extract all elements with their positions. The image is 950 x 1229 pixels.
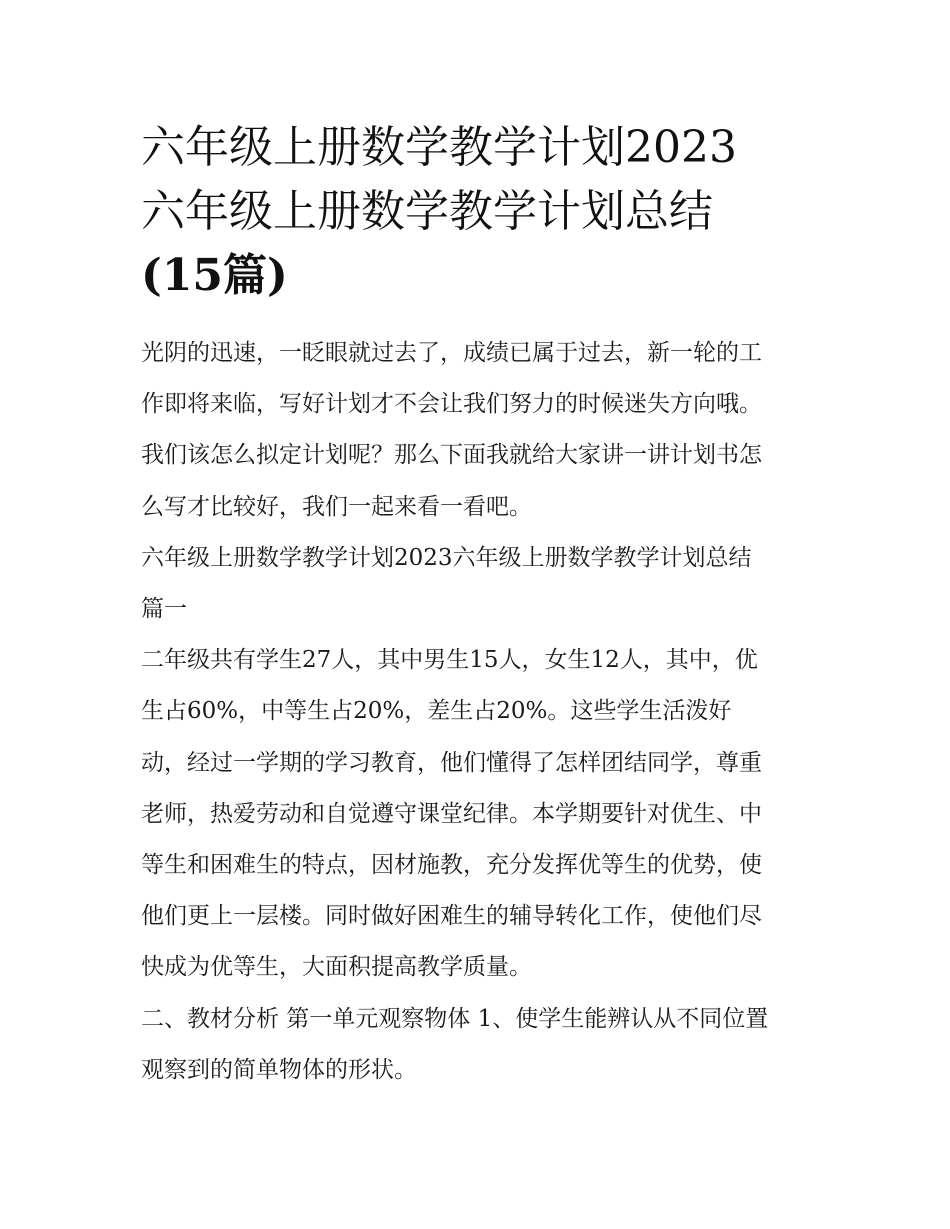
paragraph-line: 作即将来临，写好计划才不会让我们努力的时候迷失方向哦。: [141, 391, 762, 418]
paragraph-line: 二、教材分析 第一单元观察物体 1、使学生能辨认从不同位置: [141, 1005, 769, 1032]
title-line-1: 六年级上册数学教学计划2023: [141, 122, 737, 173]
document-body: [141, 328, 813, 1096]
paragraph-line: 等生和困难生的特点，因材施教，充分发挥优等生的优势，使: [141, 852, 762, 879]
paragraph-line: 观察到的简单物体的形状。: [141, 1056, 417, 1083]
title-line-2: 六年级上册数学教学计划总结: [141, 186, 713, 237]
paragraph-line: 光阴的迅速，一眨眼就过去了，成绩已属于过去，新一轮的工: [141, 340, 762, 366]
paragraph-line: 篇一: [141, 596, 187, 623]
paragraph-intro: [141, 328, 813, 533]
paragraph-line: 我们该怎么拟定计划呢？那么下面我就给大家讲一讲计划书怎: [141, 442, 762, 469]
paragraph-line: 动，经过一学期的学习教育，他们懂得了怎样团结同学，尊重: [141, 749, 762, 776]
document-title: [141, 116, 813, 308]
paragraph-line: 六年级上册数学教学计划2023六年级上册数学教学计划总结: [141, 544, 752, 571]
document-content: [141, 116, 813, 1096]
paragraph-line: 他们更上一层楼。同时做好困难生的辅导转化工作，使他们尽: [141, 903, 762, 930]
paragraph-student-analysis: [141, 635, 813, 993]
paragraph-line: 快成为优等生，大面积提高教学质量。: [141, 954, 532, 981]
paragraph-textbook-analysis: [141, 994, 813, 1096]
paragraph-line: 二年级共有学生27人，其中男生15人，女生12人，其中，优: [141, 647, 758, 674]
paragraph-line: 么写才比较好，我们一起来看一看吧。: [141, 493, 532, 520]
paragraph-line: 老师，热爱劳动和自觉遵守课堂纪律。本学期要针对优生、中: [141, 800, 762, 827]
paragraph-line: 生占60%，中等生占20%，差生占20%。这些学生活泼好: [141, 698, 732, 725]
paragraph-section-heading: [141, 533, 813, 635]
title-line-3: (15篇): [141, 250, 288, 301]
